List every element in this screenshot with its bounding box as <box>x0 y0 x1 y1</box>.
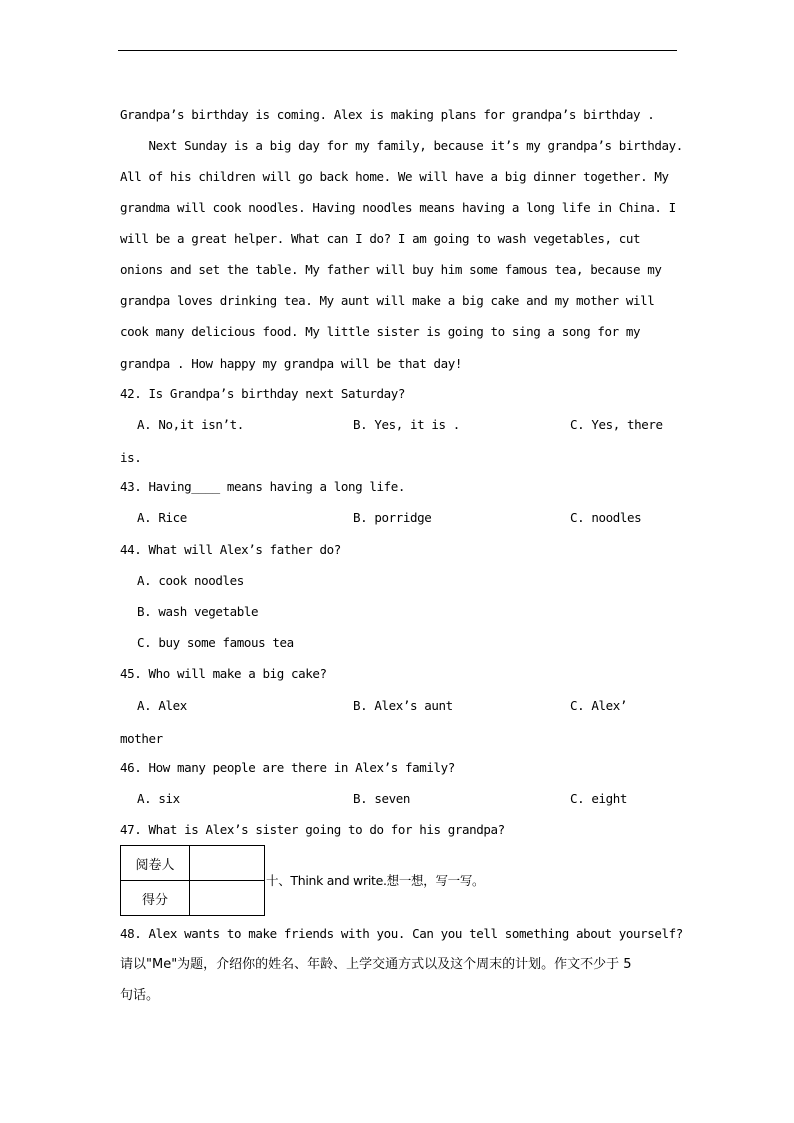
q46-option-a[interactable]: A. six <box>137 791 180 806</box>
q44-option-b[interactable]: B. wash vegetable <box>137 604 259 619</box>
question-48: 48. Alex wants to make friends with you. Can you tell something about yourself? <box>120 926 683 941</box>
reviewer-label: 阅卷人 <box>121 846 190 881</box>
passage-line: onions and set the table. My father will buy him some famous tea, because my <box>120 262 662 277</box>
q43-option-b[interactable]: B. porridge <box>353 510 432 525</box>
q43-option-c[interactable]: C. noodles <box>570 510 642 525</box>
q45-option-a[interactable]: A. Alex <box>137 698 187 713</box>
passage-line: will be a great helper. What can I do? I am going to wash vegetables, cut <box>120 231 641 246</box>
q44-option-c[interactable]: C. buy some famous tea <box>137 635 294 650</box>
q48-instruction: 请以"Me"为题，介绍你的姓名、年龄、上学交通方式以及这个周末的计划。作文不少于 5 <box>120 957 632 972</box>
q45-option-c[interactable]: C. Alex’ <box>570 698 628 713</box>
header-rule <box>118 50 677 51</box>
passage-line: cook many delicious food. My little sister is going to sing a song for my <box>120 324 641 339</box>
question-45: 45. Who will make a big cake? <box>120 666 327 681</box>
reviewer-cell[interactable] <box>190 846 265 881</box>
score-table <box>120 845 265 916</box>
q43-option-a[interactable]: A. Rice <box>137 510 187 525</box>
q46-option-c[interactable]: C. eight <box>570 791 628 806</box>
score-cell[interactable] <box>190 881 265 916</box>
question-43: 43. Having____ means having a long life. <box>120 479 406 494</box>
passage-line: All of his children will go back home. We will have a big dinner together. My <box>120 169 669 184</box>
q42-option-a[interactable]: A. No,it isn’t. <box>137 417 244 432</box>
score-label: 得分 <box>121 881 190 916</box>
passage-line: grandma will cook noodles. Having noodles means having a long life in China. I <box>120 200 676 215</box>
q48-instruction-continuation: 句话。 <box>120 988 160 1003</box>
q45-option-c-continuation: mother <box>120 731 163 746</box>
question-47: 47. What is Alex’s sister going to do for his grandpa? <box>120 822 505 837</box>
passage-line: grandpa . How happy my grandpa will be that day! <box>120 356 463 371</box>
passage-intro: Grandpa’s birthday is coming. Alex is making plans for grandpa’s birthday . <box>120 107 655 122</box>
question-46: 46. How many people are there in Alex’s family? <box>120 760 455 775</box>
question-42: 42. Is Grandpa’s birthday next Saturday? <box>120 386 406 401</box>
q42-option-b[interactable]: B. Yes, it is . <box>353 417 460 432</box>
q45-option-b[interactable]: B. Alex’s aunt <box>353 698 453 713</box>
passage-line: grandpa loves drinking tea. My aunt will make a big cake and my mother will <box>120 293 655 308</box>
question-44: 44. What will Alex’s father do? <box>120 542 341 557</box>
q42-option-c[interactable]: C. Yes, there <box>570 417 663 432</box>
q44-option-a[interactable]: A. cook noodles <box>137 573 244 588</box>
section-title: 十、Think and write.想一想，写一写。 <box>266 873 485 888</box>
q42-option-c-continuation: is. <box>120 450 142 465</box>
passage-line: Next Sunday is a big day for my family, because it’s my grandpa’s birthday. <box>120 138 683 153</box>
q46-option-b[interactable]: B. seven <box>353 791 411 806</box>
